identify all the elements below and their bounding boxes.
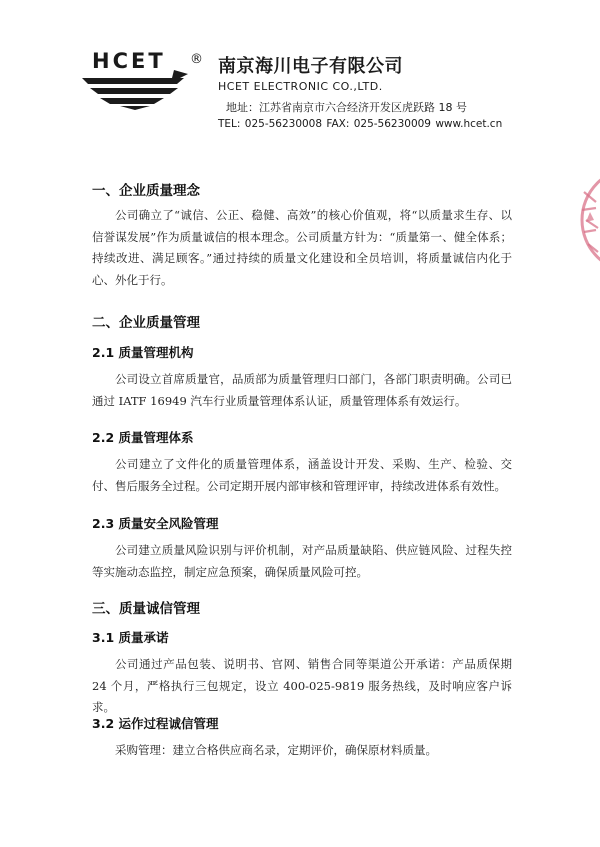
subsection-heading-2-3: 2.3 质量安全风险管理	[92, 516, 219, 531]
company-name-en: HCET ELECTRONIC CO.,LTD.	[218, 80, 383, 93]
section-heading-quality-philosophy: 一、企业质量理念	[92, 183, 200, 199]
subsection-paragraph-2-3: 公司建立质量风险识别与评价机制，对产品质量缺陷、供应链风险、过程失控等实施动态监控，制定应急预案，确保质量风险可控。	[92, 543, 512, 579]
company-contact: TEL: 025-56230008 FAX: 025-56230009 www.hcet.cn	[218, 118, 503, 130]
subsection-heading-2-1: 2.1 质量管理机构	[92, 345, 194, 360]
company-name-cn: 南京海川电子有限公司	[218, 56, 403, 77]
subsection-paragraph-3-2: 采购管理：建立合格供应商名录，定期评价，确保原材料质量。	[115, 743, 437, 757]
section-heading-quality-integrity: 三、质量诚信管理	[92, 601, 200, 617]
subsection-heading-3-2: 3.2 运作过程诚信管理	[92, 716, 219, 731]
subsection-heading-3-1: 3.1 质量承诺	[92, 630, 169, 645]
subsection-paragraph-2-1: 公司设立首席质量官，品质部为质量管理归口部门，各部门职责明确。公司已通过 IATF 16949 汽车行业质量管理体系认证，质量管理体系有效运行。	[92, 372, 512, 408]
subsection-heading-2-2: 2.2 质量管理体系	[92, 430, 194, 445]
company-address: 地址：江苏省南京市六合经济开发区虎跃路 18 号	[226, 101, 467, 114]
subsection-paragraph-3-1: 公司通过产品包装、说明书、官网、销售合同等渠道公开承诺：产品质保期 24 个月，严格执行三包规定，设立 400-025-9819 服务热线，及时响应客户诉求。	[92, 657, 512, 714]
section-heading-quality-management: 二、企业质量管理	[92, 315, 200, 331]
section-paragraph-quality-philosophy: 公司确立了“诚信、公正、稳健、高效”的核心价值观，将“以质量求生存、以信誉谋发展”作为质量诚信的根本理念。公司质量方针为：“质量第一、健全体系；持续改进、满足顾客。”通过持续的质量文化建设和全员培训，将质量诚信内化于心、外化于行。	[92, 208, 512, 287]
subsection-paragraph-2-2: 公司建立了文件化的质量管理体系，涵盖设计开发、采购、生产、检验、交付、售后服务全过程。公司定期开展内部审核和管理评审，持续改进体系有效性。	[92, 457, 512, 493]
registered-mark: ®	[190, 52, 203, 67]
red-seal-icon	[574, 160, 600, 280]
logo-text: HCET	[92, 49, 166, 73]
